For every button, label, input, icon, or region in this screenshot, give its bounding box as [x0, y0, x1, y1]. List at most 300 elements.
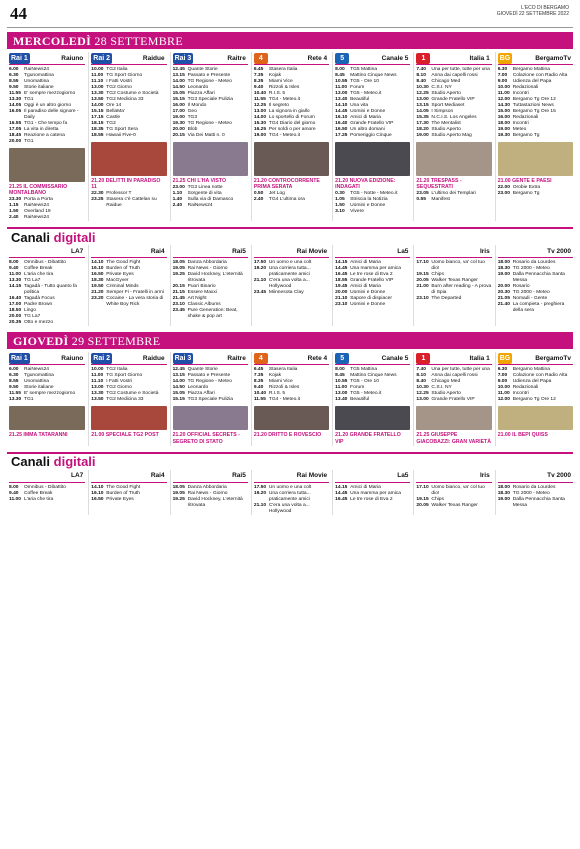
program-title: Grande Fratello VIP: [431, 97, 475, 102]
program-title: L'aria che tira: [24, 496, 54, 502]
program-title: Tgunomattina: [24, 373, 54, 379]
program-time: 13.50: [91, 397, 104, 403]
program-time: 0.55: [416, 197, 426, 203]
program-title: Private Eyes: [106, 496, 134, 502]
program-title: Nomadi - Gente: [512, 296, 548, 302]
program-time: 11.00: [497, 391, 510, 397]
prime-time-title: 21.25 IL COMMISSARIO MONTALBANO: [9, 184, 85, 196]
digital-channel-column-2: [495, 470, 573, 515]
program-time: 10.30: [416, 385, 429, 391]
program-title: David Hockney, L'eternità ritrovata: [187, 272, 243, 284]
program-time: 23.45: [253, 290, 267, 296]
program-time: 20.15: [172, 133, 185, 138]
program-title: Burden of Truth: [106, 266, 140, 272]
program-time: 23.45: [172, 308, 185, 314]
program-title: Vivere: [350, 209, 364, 215]
program-time: 11.00: [497, 91, 510, 96]
program-thumbnail-2: [416, 406, 491, 430]
program-title: Amici di Maria: [350, 484, 381, 490]
program-title: Essere Maxxi: [187, 290, 217, 296]
program-time: 15.15: [172, 397, 185, 403]
channel-column: [7, 52, 85, 221]
program-title: Udienza del Papa: [512, 379, 552, 385]
program-time: 16.50: [335, 127, 348, 132]
program-thumbnail-2: [335, 406, 410, 430]
program-time: 21.00: [416, 284, 429, 290]
program-title: Overland 19: [24, 209, 51, 215]
channel-header: [498, 245, 573, 258]
program-time: 11.00: [335, 385, 348, 391]
program-time: 14.00: [253, 115, 267, 120]
program-title: Miami Vice: [268, 79, 293, 84]
program-title: RaiNews24: [24, 367, 50, 373]
program-title: Bergamo Mattina: [512, 67, 550, 72]
program-time: 10.40: [253, 91, 267, 96]
prime-time-title: 21.20 CONTROCORRENTE PRIMA SERATA: [254, 178, 329, 190]
program-title: Incontri: [512, 121, 529, 126]
program-row: [91, 497, 166, 503]
program-time: 12.25: [253, 103, 267, 108]
program-title: Otto e mezzo: [24, 320, 54, 326]
prime-time-title-2: 21.20 GRANDE FRATELLO VIP: [335, 432, 410, 444]
program-title: Tgunomattina: [24, 73, 54, 78]
channel-header: [9, 52, 85, 65]
program-thumbnail-2: [498, 406, 573, 430]
program-time: 11.00: [9, 496, 21, 502]
program-time: 18.20: [416, 127, 429, 132]
program-time: 18.00: [497, 484, 510, 490]
program-time: 16.55: [9, 121, 22, 126]
program-title: Beautiful: [350, 97, 370, 102]
program-time: 8.00: [335, 67, 345, 72]
program-row: [254, 266, 329, 278]
program-time: 21.10: [253, 502, 267, 508]
channel-header: [173, 245, 248, 258]
program-row: [254, 290, 329, 296]
program-time: 17.00: [9, 302, 22, 308]
day-title: MERCOLEDÌ: [13, 34, 92, 48]
program-row: [416, 284, 491, 296]
program-title: Studio Aperto: [431, 127, 461, 132]
program-time: 13.00: [335, 391, 348, 397]
program-row: [335, 397, 410, 403]
program-title: Semper Fi - Fratelli in armi: [106, 290, 164, 296]
program-title: Private Eyes: [106, 272, 134, 278]
program-time: 23.30: [9, 197, 22, 203]
program-time: 12.45: [172, 367, 185, 373]
channel-name: La5: [397, 247, 409, 255]
channel-header: [335, 470, 410, 483]
program-time: 12.25: [416, 391, 429, 397]
program-time: 18.05: [172, 484, 185, 490]
prime-time-title-2: 21.25 GIUSEPPE GIACOBAZZI: GRAN VARIETÀ: [416, 432, 491, 445]
program-time: 10.55: [335, 379, 348, 385]
program-time: 10.40: [253, 391, 267, 397]
program-title: Amici di Maria: [350, 284, 381, 290]
program-title: Unomattina: [24, 79, 50, 84]
program-time: 13.00: [416, 397, 429, 403]
program-row: [416, 503, 491, 509]
program-title: Castle: [106, 115, 121, 120]
program-title: Le tre rose di Eva 2: [350, 272, 393, 278]
program-title: Tuttastazioni News: [512, 103, 554, 108]
program-time: 20.00: [9, 314, 22, 320]
program-row: [335, 497, 410, 503]
program-title: Porta a Porta: [24, 197, 53, 203]
program-title: TG1 - Che tempo fa: [24, 121, 68, 126]
program-row: [173, 203, 248, 209]
channel-header: [254, 352, 329, 365]
program-row: [254, 133, 329, 139]
program-time: 3.10: [335, 209, 345, 215]
program-time: 19.00: [497, 496, 510, 502]
program-title: Anna dai capelli rossi: [431, 373, 478, 379]
program-time: 6.30: [497, 67, 508, 72]
program-time: 8.00: [9, 484, 19, 490]
program-title: E' sempre mezzogiorno: [24, 391, 76, 397]
program-time: 12.00: [497, 397, 510, 403]
channel-header: [416, 52, 491, 65]
program-time: 23.10: [335, 302, 348, 308]
program-time: 14.50: [172, 85, 185, 90]
program-title: Chicago Med: [431, 79, 461, 84]
program-time: 11.10: [91, 379, 104, 385]
program-title: Mattino Cinque News: [350, 373, 397, 379]
program-time: 16.10: [91, 490, 104, 496]
program-title: Art Night: [187, 296, 207, 302]
program-time: 15.05: [172, 91, 185, 96]
program-title: TG La7: [24, 278, 41, 284]
program-time: 6.30: [9, 73, 19, 78]
program-title: Chips: [431, 496, 444, 502]
digital-title: Canali digitali: [11, 229, 96, 245]
program-time: 14.50: [172, 385, 185, 391]
program-row: [173, 497, 248, 509]
program-title: Studio Aperto: [431, 91, 461, 96]
program-time: 15.35: [416, 115, 429, 120]
program-thumbnail: [498, 142, 573, 176]
program-time: 13.30: [9, 97, 22, 102]
program-title: Mattino Cinque News: [350, 73, 397, 78]
program-time: 12.45: [172, 67, 185, 72]
program-title: TG1: [24, 397, 34, 403]
program-time: 16.00: [497, 115, 510, 120]
channel-column-2: [170, 352, 248, 445]
prime-time-title-2: 21.20 DRITTO E ROVESCIO: [254, 432, 329, 438]
channel-header: [498, 352, 573, 365]
program-title: Una mamma per amica: [350, 490, 401, 496]
program-row: [9, 284, 85, 296]
program-time: 19.30: [497, 133, 510, 138]
channel-header: [416, 470, 491, 483]
channel-name: Raidue: [142, 54, 165, 62]
program-title: BellaMa': [106, 109, 125, 114]
masthead-date: GIOVEDÌ 22 SETTEMBRE 2022: [496, 11, 569, 17]
program-row: [498, 497, 573, 509]
channel-header: [91, 52, 166, 65]
channel-name: Raiuno: [61, 54, 84, 62]
program-title: Kojak: [268, 373, 282, 379]
program-time: 1.40: [172, 197, 183, 203]
program-title: L'aria che tira: [24, 272, 54, 278]
channel-name: Raitre: [227, 354, 246, 362]
program-row: [9, 497, 85, 503]
program-title: Il paradiso delle signore - Daily: [24, 109, 79, 120]
program-time: 13.30: [91, 391, 104, 397]
program-time: 13.00: [253, 109, 267, 114]
program-time: 19.20: [253, 266, 267, 272]
channel-logo: Rai 1: [11, 54, 28, 62]
program-title: RaiNews24: [24, 67, 50, 72]
program-title: Una corriera tutta... praticamente amici: [268, 266, 311, 278]
day-banner-wednesday: [7, 32, 573, 49]
program-title: TG5 - Ore 10: [350, 379, 379, 385]
channel-name: Rete 4: [307, 54, 328, 62]
program-title: Passato e Presente: [187, 373, 231, 379]
program-title: David Hockney, L'eternità ritrovata: [187, 496, 243, 508]
program-title: Una per tutte, tutte per una: [431, 367, 490, 373]
channel-column-2: [88, 352, 166, 445]
channel-name: Italia 1: [469, 354, 490, 362]
program-title: Jet Log: [268, 191, 285, 197]
channel-header: [91, 352, 166, 365]
channel-column: [413, 52, 491, 221]
program-title: Tagadà - Tutto quanto fa politica: [24, 284, 78, 296]
program-row: [416, 397, 491, 403]
program-row: [91, 397, 166, 403]
program-title: La signora in giallo: [268, 109, 310, 114]
channel-header: [254, 470, 329, 483]
program-title: Redazionali: [512, 385, 539, 391]
program-title: Piazza Affari: [187, 391, 215, 397]
digital-channel-grid: [7, 245, 573, 326]
program-title: Stasera c'è Cattelan su Raidue: [106, 197, 157, 209]
program-time: 18.00: [497, 121, 510, 126]
program-title: Leonardo: [187, 85, 209, 90]
program-title: C.S.I. NY: [431, 385, 452, 391]
program-time: 13.30: [9, 278, 22, 284]
program-title: Puori Binario: [187, 284, 216, 290]
program-time: 16.10: [335, 115, 348, 120]
program-title: TG5 Mattina: [350, 367, 378, 373]
program-time: 6.30: [9, 373, 19, 379]
program-time: 13.30: [91, 91, 104, 96]
program-title: C'era una volta a... Hollywood: [268, 278, 310, 290]
program-title: TG Regione - Meteo: [187, 379, 232, 385]
program-title: Anna dai capelli rossi: [431, 73, 478, 78]
program-time: 10.00: [91, 67, 104, 72]
program-title: TG2 Medicina 33: [106, 397, 144, 403]
prime-time-title: 21.20 DELITTI IN PARADISO 11: [91, 178, 166, 190]
program-time: 20.00: [497, 284, 510, 290]
program-title: TG 2000 - Meteo: [512, 266, 550, 272]
channel-name: Canale 5: [381, 354, 409, 362]
program-title: Pure Generation: Beat, shake & pop art: [187, 308, 238, 320]
program-title: Per soldi o per amore: [268, 127, 316, 132]
channel-name: LA7: [71, 472, 84, 480]
program-title: Danza Abbordaria: [187, 484, 227, 490]
program-time: 16.50: [91, 496, 104, 502]
program-thumbnail: [9, 148, 85, 182]
program-title: TG5 - Meteo.it: [350, 391, 382, 397]
program-time: 8.00: [335, 367, 345, 373]
program-time: 13.40: [335, 397, 348, 403]
program-time: 14.45: [335, 266, 348, 272]
program-time: 18.30: [91, 278, 104, 284]
prime-time-title-2: 21.25 IMMA TATARANNI: [9, 432, 85, 438]
digital-channel-column: [413, 245, 491, 326]
program-title: TG La7: [24, 314, 41, 320]
program-title: Rizzoli & Isles: [268, 85, 300, 90]
program-time: 22.30: [91, 191, 104, 197]
program-title: Omnibus - Dibattito: [24, 260, 66, 266]
channel-header: [416, 352, 491, 365]
channel-logo: Rai 3: [174, 354, 192, 362]
program-title: RaiNews24: [187, 203, 213, 209]
program-title: Leonardo: [187, 385, 209, 391]
program-thumbnail: [416, 142, 491, 176]
program-time: 21.45: [172, 296, 185, 302]
program-time: 20.15: [172, 284, 185, 290]
program-title: Bergamo Tg: [512, 191, 540, 197]
program-time: 17.10: [416, 484, 429, 490]
program-title: Uomo bianco, va' col tuo dio!: [431, 260, 485, 272]
program-time: 15.00: [497, 109, 510, 114]
program-title: Una corriera tutta... praticamente amici: [268, 490, 311, 502]
program-row: [416, 197, 491, 203]
program-title: Lingo: [24, 308, 36, 314]
program-time: 17.15: [91, 115, 104, 120]
program-title: Passato e Presente: [187, 73, 231, 78]
program-title: Chips: [431, 272, 444, 278]
channel-name: Raitre: [227, 54, 246, 62]
channel-column: [251, 52, 329, 221]
program-title: Pomeriggio Cinque: [350, 133, 392, 138]
program-time: 18.30: [497, 266, 510, 272]
program-time: 14.10: [91, 484, 104, 490]
program-title: Redazionali: [512, 115, 539, 120]
program-title: TG Sport Giorno: [106, 373, 143, 379]
program-title: Le tre rose di Eva 2: [350, 496, 393, 502]
channel-logo: 5: [335, 53, 349, 64]
program-title: The Mentalist: [431, 121, 461, 126]
program-title: Omnibus - Dibattito: [24, 484, 66, 490]
day-date: 28 SETTEMBRE: [94, 34, 183, 48]
channel-column: [332, 52, 410, 221]
program-time: 8.10: [416, 73, 426, 78]
program-time: 7.40: [416, 367, 426, 373]
channel-header: [498, 52, 573, 65]
program-title: TG3 Speciale Pulizia: [187, 397, 233, 403]
program-title: R.I.S. 5: [268, 91, 286, 96]
channel-name: Rai4: [150, 472, 165, 480]
program-title: La vita in diretta: [24, 127, 59, 132]
program-time: 7.00: [497, 73, 508, 78]
page-header: [7, 0, 573, 28]
program-title: Rai News - Giorno: [187, 490, 228, 496]
program-title: Chicago Med: [431, 379, 461, 385]
digital-channels-header-2: [7, 452, 573, 470]
program-time: 13.00: [91, 85, 104, 90]
digital-title-2: Canali digitali: [11, 454, 96, 470]
program-time: 19.05: [172, 490, 185, 496]
program-title: Grande Fratello VIP: [350, 121, 394, 126]
program-row: [91, 296, 166, 308]
program-title: I Fatti Vostri: [106, 379, 133, 385]
program-row: [254, 491, 329, 503]
program-title: Un altro domani: [350, 127, 385, 132]
program-title: Una per tutte, tutte per una: [431, 67, 490, 72]
program-time: 13.40: [335, 97, 348, 102]
program-row: [416, 485, 491, 497]
program-title: TG4 - Meteo.it: [268, 133, 301, 138]
program-time: 21.10: [335, 296, 348, 302]
program-time: 16.45: [335, 496, 348, 502]
program-title: Uomini e Donne: [350, 290, 386, 296]
program-time: 21.40: [497, 302, 510, 308]
program-thumbnail-2: [9, 406, 85, 430]
program-title: Walker Texas Ranger: [431, 502, 478, 508]
program-time: 19.30: [172, 121, 185, 126]
channel-header: [335, 245, 410, 258]
channel-column: [170, 52, 248, 221]
program-title: Uomini e Donne: [350, 109, 386, 114]
channel-logo: 1: [416, 353, 430, 364]
channel-name: Rai Movie: [296, 472, 328, 480]
program-time: 14.10: [91, 260, 104, 266]
program-title: Stasera Italia: [268, 67, 298, 72]
program-time: 23.00: [172, 185, 185, 191]
channel-column-2: [413, 352, 491, 445]
program-time: 8.35: [253, 79, 264, 84]
channel-logo: BG: [499, 54, 511, 62]
program-title: Rizzoli & Isles: [268, 385, 300, 391]
digital-channel-column-2: [413, 470, 491, 515]
program-row: [254, 397, 329, 403]
program-time: 1.05: [335, 197, 345, 203]
channel-logo: Rai 1: [11, 354, 28, 362]
program-title: Una vita: [350, 103, 369, 108]
program-title: Incontri: [512, 391, 529, 397]
program-time: 6.30: [497, 367, 508, 373]
program-time: 13.00: [416, 97, 429, 102]
program-time: 18.50: [9, 308, 22, 314]
program-time: 8.40: [416, 79, 426, 84]
program-thumbnail-2: [173, 406, 248, 430]
program-time: 17.00: [172, 109, 185, 114]
program-time: 15.15: [172, 97, 185, 102]
program-time: 11.55: [253, 97, 266, 102]
program-time: 17.10: [416, 260, 429, 266]
program-title: The Good Fight: [106, 260, 141, 266]
program-time: 19.25: [172, 272, 185, 278]
program-title: TG4 - Meteo.it: [268, 397, 301, 403]
program-title: The Departed: [431, 296, 462, 302]
program-title: Forum: [350, 85, 365, 90]
program-title: Orobie Extra: [512, 185, 541, 191]
program-time: 23.00: [497, 191, 510, 197]
program-time: 21.05: [497, 296, 510, 302]
channel-logo: BG: [499, 354, 511, 362]
program-title: Uomini e Donne: [350, 302, 386, 308]
program-time: 9.00: [497, 79, 508, 84]
digital-channel-column: [332, 245, 410, 326]
digital-channel-column-2: [7, 470, 85, 515]
program-title: TG5 - Ore 10: [350, 79, 379, 84]
program-title: Un uomo e una colt: [268, 484, 312, 490]
program-title: Bergamo Tg: [512, 133, 540, 138]
program-title: Quante Storie: [187, 67, 218, 72]
